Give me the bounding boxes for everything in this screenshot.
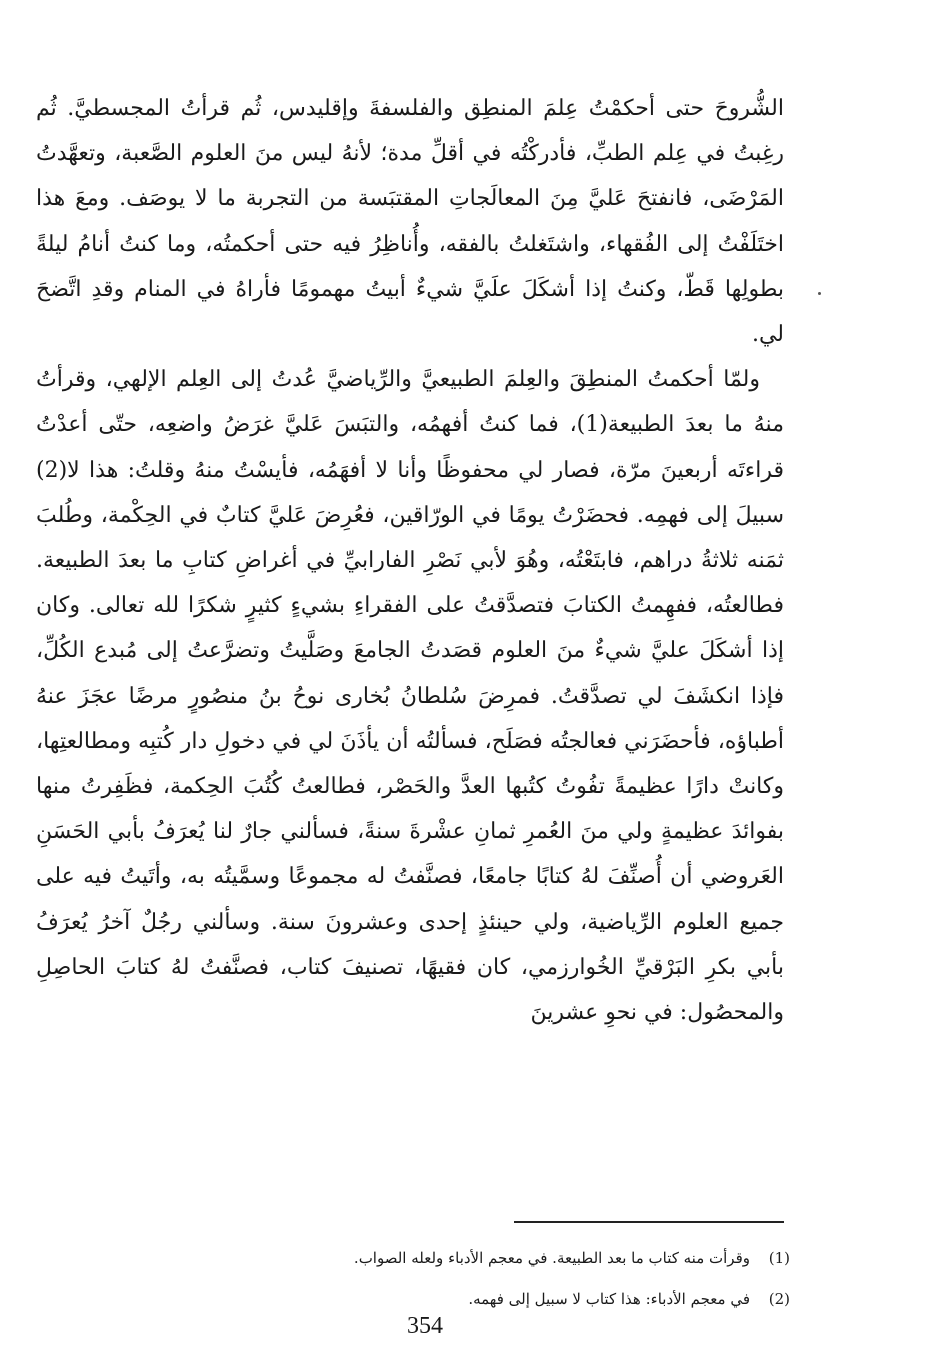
footnotes: [150, 1238, 790, 1320]
footnote-text: في معجم الأدباء: هذا كتاب لا سبيل إلى فهمه.: [468, 1290, 750, 1308]
footnote-2: [150, 1279, 790, 1320]
paragraph-1: الشُّروحَ حتى أحكمْتُ عِلمَ المنطِق والفلسفةَ وإقليدس، ثُم قرأتُ المجسطيَّ. ثُم رغِبتُ في عِلم الطبِّ، فأدركْتُه في أقلِّ مدة؛ لأنهُ ليس منَ العلوم الصَّعبة، وتعهَّدتُ المَرْضَى، فانفتحَ عَليَّ مِنَ المعالَجاتِ المقتبَسة من التجربة ما لا يوصَف. ومعَ هذا اختَلَفْتُ إلى الفُقهاء، واشتَغلتُ بالفقه، وأُناظِرُ فيه حتى أحكمتُه، وما كنتُ أنامُ ليلةً بطولِها قَطّ، وكنتُ إذا أشكَلَ علَيَّ شيءٌ أبيتُ مهمومًا فأراهُ في المنام وقدِ اتَّضحَ لي.: [36, 96, 784, 348]
footnote-number: (2): [768, 1290, 790, 1308]
footnote-number: (1): [768, 1249, 790, 1267]
footnote-separator: [514, 1221, 784, 1223]
scan-speck: [818, 292, 821, 295]
main-text: [36, 86, 784, 1035]
page-number: 354: [407, 1313, 443, 1339]
paragraph-2: ولمّا أحكمتُ المنطِقَ والعِلمَ الطبيعيَّ والرِّياضيَّ عُدتُ إلى العِلم الإلهي، وقرأتُ منهُ ما بعدَ الطبيعة(1)، فما كنتُ أفهمُه، والتبَسَ عَليَّ غرَضُ واضعِه، حتّى أعدْتُ قراءتَه أربعينَ مرّة، فصار لي محفوظًا وأنا لا أفهَمُه، فأيسْتُ منهُ وقلتُ: هذا لا(2) سبيلَ إلى فهمِه. فحضَرْتُ يومًا في الورّاقين، فعُرِضَ عَليَّ كتابٌ في الحِكْمة، وطُلبَ ثمَنه ثلاثةُ دراهم، فابتَعْتُه، وهُوَ لأبي نَصْرِ الفارابيِّ في أغراضِ كتابِ ما بعدَ الطبيعة. فطالعتُه، ففهِمتُ الكتابَ فتصدَّقتُ على الفقراءِ بشيءٍ كثيرٍ شكرًا لله تعالى. وكان إذا أشكَلَ عليَّ شيءٌ منَ العلوم قصَدتُ الجامعَ وصَلَّيتُ وتضرَّعتُ إلى مُبدع الكُلِّ، فإذا انكشَفَ لي تصدَّقتُ. فمرِضَ سُلطانُ بُخارى نوحُ بنُ منصُورٍ مرضًا عجَزَ عنهُ أطباؤه، فأحضَرَني فعالجتُه فصَلَح، فسألتُه أن يأذَنَ لي في دخولِ دار كُتبِه ومطالعتِها، وكانتْ دارًا عظيمةً تفُوتُ كتُبها العدَّ والحَصْر، فطالعتُ كُتُبَ الحِكمة، فظَفِرتُ منها بفوائدَ عظيمةٍ ولي منَ العُمرِ ثمانِ عشْرةَ سنةً، فسألني جارٌ لنا يُعرَفُ بأبي الحَسَنِ العَروضي أن أُصنِّفَ لهُ كتابًا جامعًا، فصنَّفتُ له مجموعًا وسمَّيتُه به، وأتَيتُ فيه على جميع العلوم الرِّياضية، ولي حينئذٍ إحدى وعشرونَ سنة. وسألني رجُلٌ آخرُ يُعرَفُ بأبي بكرِ البَرْقيِّ الخُوارزمي، كان فقيهًا، تصنيفَ كتاب، فصنَّفتُ لهُ كتابَ الحاصِلِ والمحصُول: في نحوِ عشرينَ: [36, 367, 784, 1026]
footnote-text: وقرأت منه كتاب ما بعد الطبيعة. في معجم الأدباء ولعله الصواب.: [353, 1249, 750, 1267]
footnote-1: [150, 1238, 790, 1279]
